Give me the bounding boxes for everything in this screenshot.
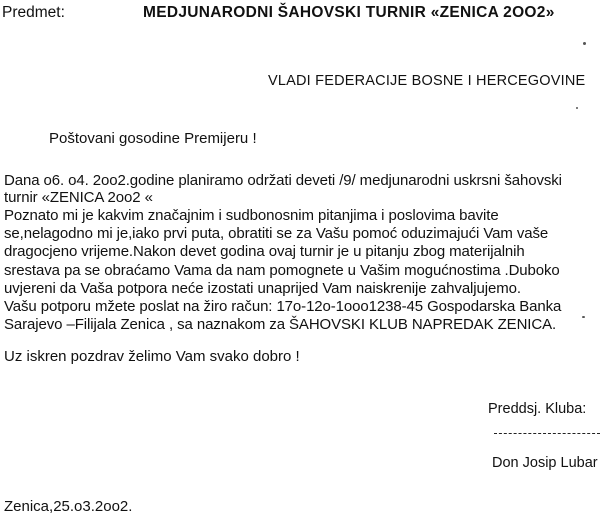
scan-speck [576,107,578,109]
body-line: dragocjeno vrijeme.Nakon devet godina ovaj turnir je u pitanju zbog materijalnih [4,243,525,260]
body-line: uvjereni da Vaša potpora neće izostati unaprijed Vam naiskrenije zahvaljujemo. [4,280,521,297]
scan-speck [582,316,585,318]
letter-date: Zenica,25.o3.2oo2. [4,498,133,515]
body-line: Vašu potporu mžete poslat na žiro račun: 17o-12o-1ooo1238-45 Gospodarska Banka [4,298,562,315]
subject-title: MEDJUNARODNI ŠAHOVSKI TURNIR «ZENICA 2OO2» [143,4,555,21]
signature-role: Preddsj. Kluba: [488,401,587,417]
recipient-line: VLADI FEDERACIJE BOSNE I HERCEGOVINE [268,73,586,89]
body-line: turnir «ZENICA 2oo2 « [4,189,153,206]
body-line: Sarajevo –Filijala Zenica , sa naznakom za ŠAHOVSKI KLUB NAPREDAK ZENICA. [4,316,557,333]
body-line: srestava pa se obraćamo Vama da nam pomognete u Vašim mogućnostima .Duboko [4,262,560,279]
scan-speck [583,42,586,45]
salutation: Poštovani gosodine Premijeru ! [49,130,257,147]
body-line: Poznato mi je kakvim značajnim i sudbonosnim pitanjima i poslovima bavite [4,207,499,224]
body-line: se,nelagodno mi je,iako prvi puta, obratiti se za Vašu pomoć oduzimajući Vam vaše [4,225,549,242]
signature-name: Don Josip Lubar [492,455,598,471]
closing-line: Uz iskren pozdrav želimo Vam svako dobro ! [4,348,300,365]
subject-label: Predmet: [2,4,65,21]
signature-line [494,433,600,434]
body-line: Dana o6. o4. 2oo2.godine planiramo održati deveti /9/ medjunarodni uskrsni šahovski [4,172,562,189]
